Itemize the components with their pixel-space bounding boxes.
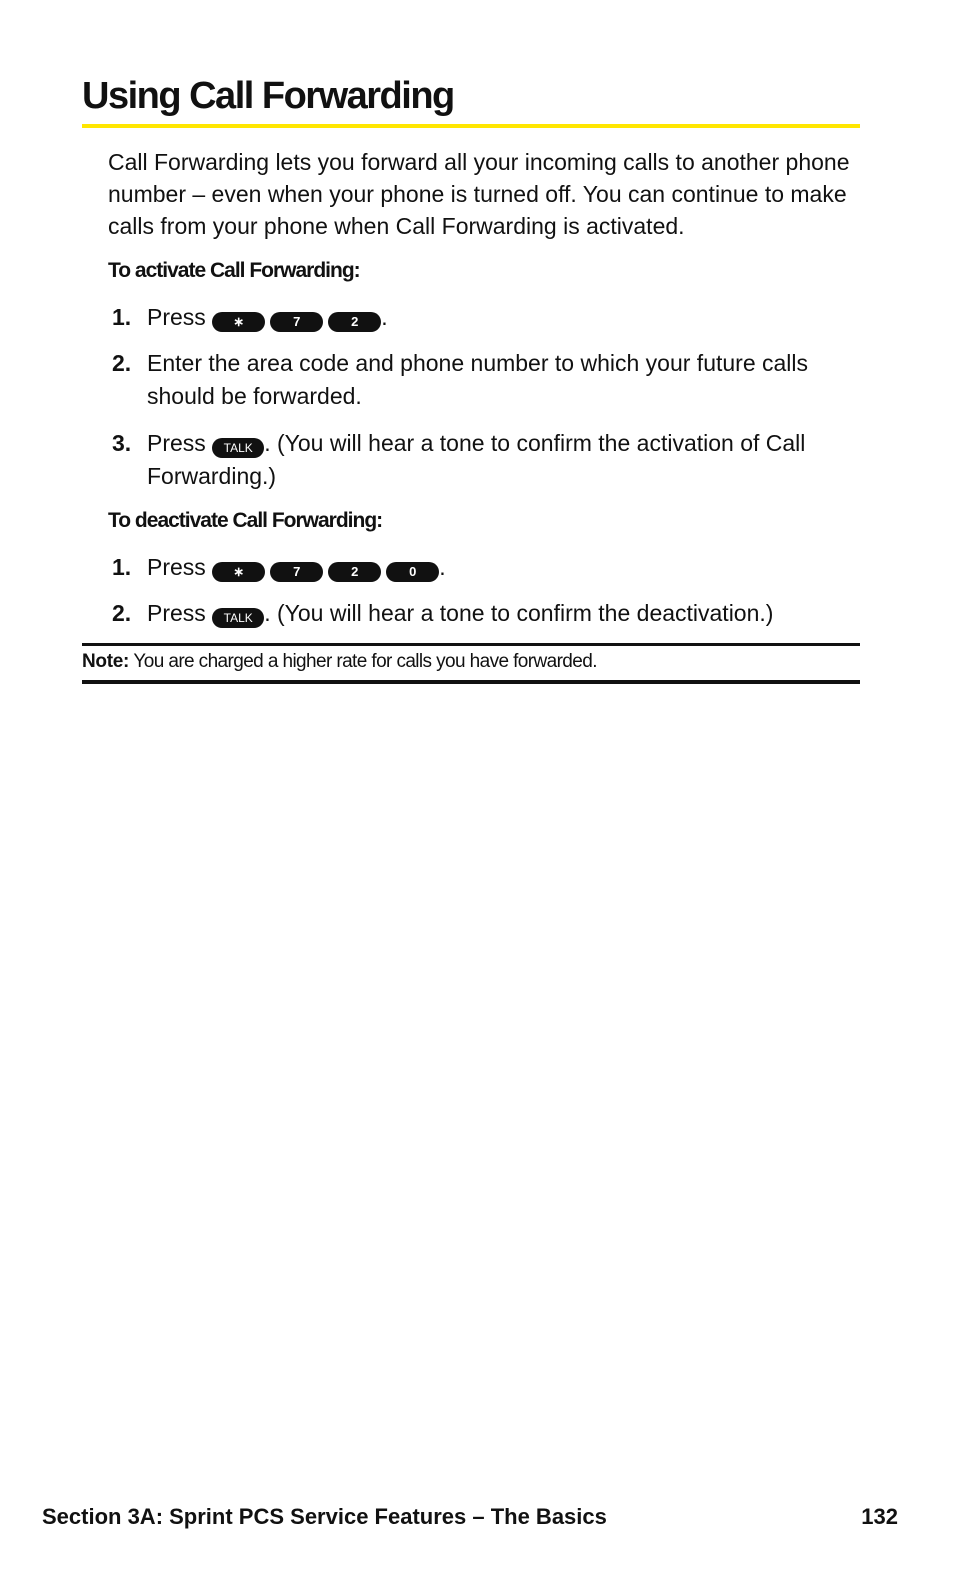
step-text: Enter the area code and phone number to which your future calls should be forwarded. [147, 350, 809, 409]
press-label: Press [147, 554, 206, 580]
press-label: Press [147, 430, 206, 456]
note-box [82, 648, 860, 676]
talk-key-icon: TALK [212, 608, 264, 628]
note-label: Note: [82, 651, 130, 672]
step-number: 2. [112, 350, 132, 376]
deactivate-heading: To deactivate Call Forwarding: [108, 509, 383, 532]
two-key-icon: 2 [328, 312, 381, 332]
activate-heading: To activate Call Forwarding: [108, 259, 360, 282]
footer-section-title: Section 3A: Sprint PCS Service Features – The Basics [42, 1504, 607, 1529]
step-suffix: . (You will hear a tone to confirm the activation of Call Forwarding.) [147, 430, 806, 489]
seven-key-icon: 7 [270, 562, 323, 582]
zero-key-icon: 0 [386, 562, 439, 582]
press-label: Press [147, 600, 206, 626]
talk-key-icon: TALK [212, 438, 264, 458]
step-text [147, 551, 857, 584]
star-key-icon: ∗ [212, 312, 265, 332]
footer-page-number: 132 [861, 1504, 898, 1529]
step-suffix: . [381, 304, 388, 330]
intro-paragraph: Call Forwarding lets you forward all your incoming calls to another phone number – even when your phone is turned off. You can continue to make calls from your phone when Call Forwarding is activated. [108, 149, 850, 239]
step-text [147, 597, 857, 630]
note-bottom-rule [82, 680, 860, 684]
step-suffix: . [439, 554, 446, 580]
step-suffix: . (You will hear a tone to confirm the deactivation.) [264, 600, 774, 626]
step-number: 1. [112, 304, 132, 330]
note-text: You are charged a higher rate for calls you have forwarded. [133, 651, 597, 672]
page-title: Using Call Forwarding [82, 75, 454, 117]
step-number: 1. [112, 554, 132, 580]
title-underline [82, 124, 860, 128]
two-key-icon: 2 [328, 562, 381, 582]
seven-key-icon: 7 [270, 312, 323, 332]
note-top-rule [82, 643, 860, 646]
step-number: 2. [112, 600, 132, 626]
step-text [147, 427, 857, 493]
press-label: Press [147, 304, 206, 330]
star-key-icon: ∗ [212, 562, 265, 582]
step-number: 3. [112, 430, 132, 456]
step-text [147, 301, 857, 334]
